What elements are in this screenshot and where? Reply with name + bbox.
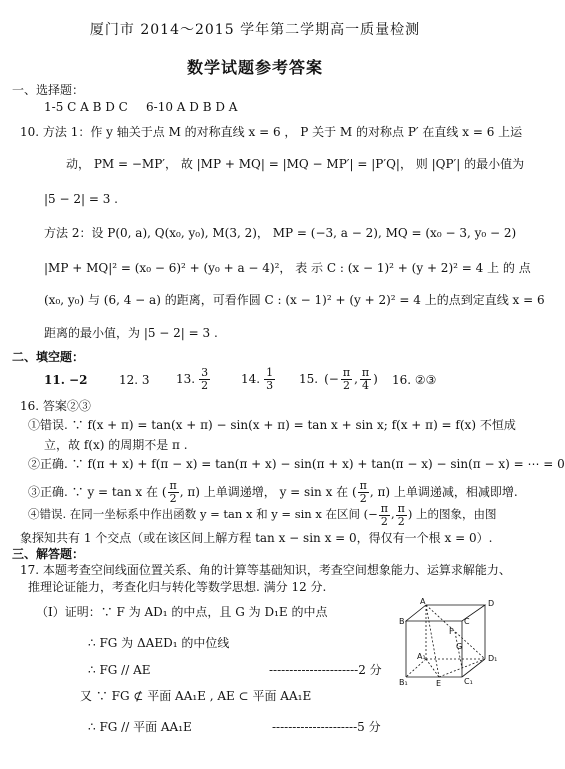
fraction-numerator: π	[342, 365, 351, 379]
section-solution-heading: 三、解答题：	[12, 547, 85, 561]
fraction-denominator: 2	[359, 491, 367, 505]
fraction-denominator: 2	[169, 491, 177, 505]
fill-answer-14-label: 14.	[241, 372, 261, 386]
q16-item4-line1	[28, 499, 497, 531]
fraction-numerator: 3	[201, 365, 209, 379]
fraction-denominator: 2	[397, 514, 405, 528]
fraction-numerator: π	[359, 478, 367, 492]
fraction-numerator: 1	[266, 365, 274, 379]
vertex-label-b: B	[399, 617, 405, 626]
fill-answer-12: 12. 3	[119, 373, 150, 387]
fill-answer-15-open: (−	[324, 372, 339, 386]
q16-item3-part3: , π) 上单调递减，相减即增.	[369, 485, 518, 499]
fraction-denominator: 2	[201, 378, 209, 392]
fraction-denominator: 3	[266, 378, 274, 392]
vertex-label-a1: A₁	[417, 652, 426, 661]
q16-item4-fraction-1	[379, 503, 390, 528]
q16-item4-part2: ) 上的图象，由图	[407, 507, 497, 522]
section-choice-heading: 一、选择题：	[12, 83, 85, 97]
fill-answer-14	[241, 364, 275, 394]
fraction-numerator: π	[397, 501, 405, 515]
q17-proof-line1: （Ⅰ）证明：∵ F 为 AD₁ 的中点，且 G 为 D₁E 的中点	[36, 605, 328, 619]
fraction-numerator: π	[361, 365, 370, 379]
fill-answer-15-fraction-1	[341, 367, 352, 392]
q16-item4-line2: 象探知共有 1 个交点（或在该区间上解方程 tan x − sin x = 0，得仅有一个根 x = 0）.	[20, 531, 493, 545]
q16-item3-part2: , π) 上单调递增， y = sin x 在 (	[179, 485, 357, 499]
q10-method2-line2: |MP + MQ|² = (x₀ − 6)² + (y₀ + a − 4)²， 表 示 C : (x − 1)² + (y + 2)² = 4 上 的 点	[44, 261, 531, 275]
q16-item3-part1: ③正确. ∵ y = tan x 在 (	[28, 485, 167, 499]
fraction-numerator: π	[380, 501, 388, 515]
fill-answer-14-fraction	[264, 367, 275, 392]
q17-proof-line3: ∴ FG // AE	[88, 663, 151, 677]
fraction-denominator: 4	[362, 378, 370, 392]
fill-answer-13-fraction	[199, 367, 210, 392]
q17-proof-line4: 又 ∵ FG ⊄ 平面 AA₁E , AE ⊂ 平面 AA₁E	[80, 689, 312, 703]
q17-intro-line1: 17. 本题考查空间线面位置关系、角的计算等基础知识，考查空间想象能力、运算求解能力、	[20, 563, 511, 577]
choice-answers-1-5: 1-5 C A B D C	[44, 100, 128, 114]
cube-figure	[399, 597, 505, 697]
vertex-label-c1: C₁	[464, 677, 473, 686]
q10-method1-line2: 动， PM = −MP′， 故 |MP + MQ| = |MQ − MP′| = |P′Q|， 则 |QP′| 的最小值为	[66, 157, 525, 171]
q17-score-2: ----------------------2 分	[269, 663, 382, 677]
cube-hidden-segment	[426, 659, 439, 677]
fill-answer-15-fraction-2	[360, 367, 371, 392]
fill-answer-11: 11. −2	[44, 373, 88, 387]
cube-hidden-edge	[406, 659, 426, 677]
fraction-denominator: 2	[380, 514, 388, 528]
q10-method1-line1: 10. 方法 1：作 y 轴关于点 M 的对称直线 x = 6 ， P 关于 M 的对称点 P′ 在直线 x = 6 上运	[20, 125, 523, 139]
vertex-label-a: A	[420, 597, 426, 606]
point-label-f: F	[449, 627, 454, 636]
q16-heading: 16. 答案②③	[20, 399, 91, 413]
section-fill-heading: 二、填空题：	[12, 350, 85, 364]
fill-answer-16: 16. ②③	[392, 373, 437, 387]
choice-answers-6-10: 6-10 A D B D A	[146, 100, 238, 114]
vertex-label-d: D	[488, 599, 495, 608]
fill-answer-15-comma: ,	[354, 372, 358, 386]
document-title: 厦门市 2014～2015 学年第二学期高一质量检测	[89, 22, 421, 38]
cube-edge	[462, 659, 485, 677]
document-subtitle: 数学试题参考答案	[186, 58, 323, 77]
q10-method2-line4: 距离的最小值，为 |5 − 2| = 3 .	[44, 326, 218, 340]
q17-intro-line2: 推理论证能力，考查化归与转化等数学思想. 满分 12 分.	[28, 580, 327, 594]
q16-item1-line1: ①错误. ∵ f(x + π) = tan(x + π) − sin(x + π) = tan x + sin x; f(x + π) = f(x) 不恒成	[28, 418, 516, 432]
fraction-denominator: 2	[342, 378, 350, 392]
fill-answer-13-label: 13.	[176, 372, 196, 386]
vertex-label-c: C	[464, 617, 470, 626]
fill-answer-15	[299, 364, 378, 394]
fill-answer-15-close: )	[373, 372, 378, 386]
q16-item2: ②正确. ∵ f(π + x) + f(π − x) = tan(π + x) − sin(π + x) + tan(π − x) − sin(π − x) = ⋯ = 0	[28, 457, 565, 471]
fraction-numerator: π	[169, 478, 177, 492]
q10-method2-line1: 方法 2：设 P(0, a), Q(x₀, y₀), M(3, 2)， MP = (−3, a − 2), MQ = (x₀ − 3, y₀ − 2)	[44, 226, 517, 240]
q17-proof-line2: ∴ FG 为 ΔAED₁ 的中位线	[88, 636, 230, 650]
q16-item4-fraction-2	[396, 503, 407, 528]
q10-method1-line3: |5 − 2| = 3 .	[44, 192, 118, 206]
vertex-label-d1: D₁	[488, 654, 498, 663]
vertex-label-b1: B₁	[399, 678, 408, 687]
cube-hidden-segment	[426, 605, 439, 677]
cube-diagram	[399, 597, 505, 697]
q17-score-5: ---------------------5 分	[272, 720, 381, 734]
cube-top-face	[406, 605, 485, 621]
point-label-e: E	[436, 679, 442, 688]
q10-method2-line3: (x₀, y₀) 与 (6, 4 − a) 的距离，可看作圆 C : (x − 1)² + (y + 2)² = 4 上的点到定直线 x = 6	[44, 293, 545, 307]
point-label-g: G	[456, 642, 463, 651]
fill-answer-15-label: 15.	[299, 372, 319, 386]
q17-proof-line5: ∴ FG // 平面 AA₁E	[88, 720, 192, 734]
q16-item1-line2: 立，故 f(x) 的周期不是 π .	[44, 438, 188, 452]
fill-answer-13	[176, 364, 210, 394]
q16-item4-part1: ④错误. 在同一坐标系中作出函数 y = tan x 和 y = sin x 在区间 (−	[28, 507, 378, 522]
q16-item4-comma: ,	[390, 507, 395, 522]
